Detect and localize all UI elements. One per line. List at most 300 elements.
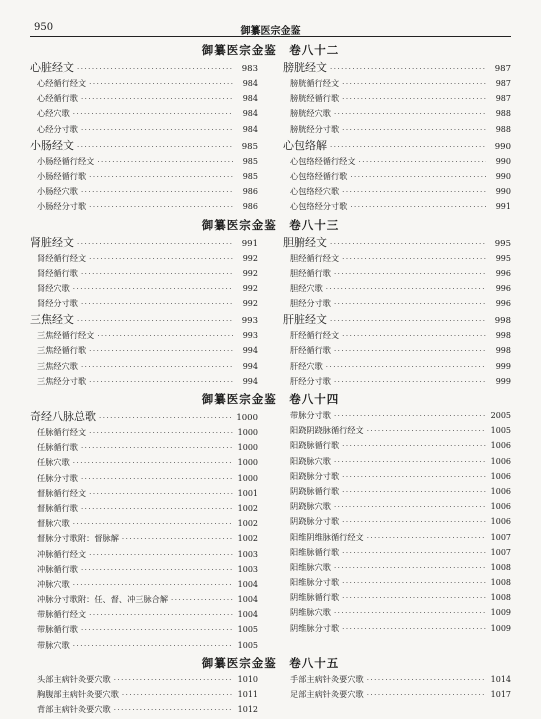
toc-entry-label: 阳跷脉循行歌	[290, 440, 340, 451]
toc-entry-page: 984	[242, 94, 258, 104]
toc-entry-page: 992	[242, 299, 258, 309]
toc-entry[interactable]	[30, 359, 258, 374]
toc-entry-label: 阳跷阴跷脉循行经文	[290, 425, 364, 436]
leader-dots	[122, 532, 233, 547]
toc-entry-label: 奇经八脉总歌	[30, 410, 96, 423]
toc-entry-label: 肝脏经文	[283, 313, 327, 327]
leader-dots	[334, 561, 486, 576]
toc-entry-label: 阴维脉分寸歌	[290, 622, 340, 633]
leader-dots	[89, 375, 233, 390]
leader-dots	[114, 703, 233, 718]
toc-entry-page: 1000	[237, 428, 258, 437]
toc-entry[interactable]	[283, 266, 511, 281]
toc-entry[interactable]	[30, 562, 258, 577]
toc-entry[interactable]	[30, 531, 258, 546]
toc-entry-page: 1006	[490, 502, 511, 512]
toc-entry-label: 肝经循行经文	[290, 330, 340, 341]
toc-entry-page: 1012	[237, 705, 258, 715]
section-title: 御纂医宗金鉴 卷八十二	[201, 43, 340, 57]
toc-entry-label: 膀胱经分寸歌	[290, 123, 340, 134]
toc-entry-label: 阳跷脉分寸歌	[290, 470, 340, 481]
toc-entry[interactable]	[30, 374, 258, 389]
leader-dots	[77, 139, 233, 156]
toc-entry[interactable]	[30, 516, 258, 531]
toc-entry-page: 1007	[490, 532, 511, 542]
toc-entry-page: 990	[495, 187, 511, 197]
toc-entry-label: 督脉穴歌	[37, 518, 70, 529]
toc-entry-label: 肾经穴歌	[37, 282, 70, 293]
toc-entry-page: 987	[494, 64, 511, 74]
toc-entry-label: 膀胱经循行歌	[290, 93, 340, 104]
page-number: 950	[34, 22, 54, 33]
toc-entry[interactable]	[283, 545, 511, 560]
leader-dots	[99, 410, 233, 427]
leader-dots	[81, 123, 233, 138]
toc-entry[interactable]	[30, 199, 258, 214]
leader-dots	[77, 313, 233, 330]
toc-entry[interactable]	[30, 343, 258, 358]
toc-entry-label: 冲脉穴歌	[37, 578, 70, 589]
leader-dots	[73, 517, 233, 532]
toc-entry-page: 1005	[237, 640, 258, 650]
toc-entry-page: 994	[242, 346, 258, 356]
leader-dots	[89, 170, 233, 185]
toc-entry-page: 991	[241, 238, 258, 249]
toc-entry-label: 心经穴歌	[37, 108, 70, 119]
toc-entry[interactable]	[30, 106, 258, 121]
section-title: 御纂医宗金鉴 卷八十三	[201, 217, 340, 232]
leader-dots	[342, 185, 486, 200]
leader-dots	[330, 236, 486, 253]
toc-entry-label: 心包络经循行歌	[290, 170, 348, 181]
toc-entry[interactable]	[283, 296, 511, 311]
toc-entry[interactable]	[30, 425, 258, 440]
leader-dots	[342, 77, 486, 92]
toc-entry-page: 999	[495, 376, 511, 386]
toc-entry[interactable]	[30, 672, 258, 687]
toc-entry-label: 阴维脉循行歌	[290, 592, 340, 603]
toc-entry-label: 肾脏经文	[30, 235, 74, 249]
toc-entry[interactable]	[283, 281, 511, 296]
toc-entry-page: 990	[495, 156, 511, 166]
toc-entry[interactable]	[30, 234, 258, 251]
leader-dots	[89, 200, 233, 215]
leader-dots	[81, 360, 233, 375]
leader-dots	[334, 455, 486, 470]
toc-entry[interactable]	[30, 408, 258, 425]
toc-entry-label: 胆经分寸歌	[290, 298, 331, 309]
toc-entry-label: 头部主病针灸要穴歌	[37, 673, 111, 684]
toc-entry-page: 996	[495, 268, 511, 278]
toc-entry-page: 1005	[490, 426, 511, 436]
toc-entry-label: 任脉循行歌	[37, 442, 78, 453]
leader-dots	[326, 360, 486, 375]
leader-dots	[334, 606, 486, 621]
toc-entry-page: 1000	[237, 458, 258, 468]
leader-dots	[81, 563, 233, 578]
toc-entry[interactable]	[283, 169, 511, 184]
leader-dots	[81, 502, 233, 517]
leader-dots	[89, 344, 233, 359]
toc-entry[interactable]	[283, 137, 511, 154]
toc-entry-label: 阳维脉分寸歌	[290, 577, 340, 588]
leader-dots	[326, 282, 486, 297]
toc-entry-page: 2005	[490, 411, 511, 420]
toc-entry-page: 988	[495, 124, 511, 134]
toc-column-right	[283, 59, 511, 215]
toc-entry[interactable]	[283, 469, 511, 484]
leader-dots	[171, 593, 233, 608]
section-title: 御纂医宗金鉴 卷八十四	[201, 392, 340, 406]
leader-dots	[81, 267, 233, 282]
toc-entry-page: 994	[242, 361, 258, 371]
toc-entry-label: 阳维脉循行歌	[290, 546, 340, 557]
toc-entry-page: 1003	[237, 549, 258, 559]
leader-dots	[330, 61, 486, 78]
leader-dots	[334, 375, 486, 390]
leader-dots	[342, 515, 486, 530]
toc-entry-label: 心包络经穴歌	[290, 186, 340, 197]
leader-dots	[342, 546, 486, 561]
toc-entry-page: 1006	[490, 486, 511, 496]
toc-entry[interactable]	[283, 184, 511, 199]
leader-dots	[350, 200, 486, 215]
toc-entry[interactable]	[30, 122, 258, 137]
toc-entry-label: 肾经循行歌	[37, 267, 78, 278]
toc-entry-page: 993	[242, 331, 258, 341]
toc-entry[interactable]	[30, 266, 258, 281]
toc-entry-label: 胆腑经文	[283, 235, 327, 249]
toc-entry[interactable]	[30, 169, 258, 184]
toc-entry-page: 993	[241, 316, 258, 327]
leader-dots	[81, 92, 233, 107]
toc-entry-page: 1000	[237, 443, 258, 453]
toc-entry[interactable]	[283, 408, 511, 423]
leader-dots	[350, 170, 486, 185]
toc-entry-page: 986	[242, 187, 258, 197]
leader-dots	[334, 500, 486, 515]
toc-entry-page: 1000	[236, 413, 258, 423]
leader-dots	[89, 426, 233, 441]
toc-entry[interactable]	[283, 605, 511, 620]
toc-entry[interactable]	[283, 590, 511, 605]
toc-entry-label: 肾经循行经文	[37, 252, 87, 263]
toc-entry-label: 阳维脉穴歌	[290, 561, 331, 572]
toc-entry-label: 心经循行歌	[37, 93, 78, 104]
leader-dots	[89, 487, 233, 502]
leader-dots	[114, 673, 233, 688]
toc-entry-label: 小肠经循行歌	[37, 170, 87, 181]
toc-entry-label: 冲脉循行经文	[37, 548, 87, 559]
leader-dots	[73, 578, 233, 593]
leader-dots	[342, 92, 486, 107]
toc-entry[interactable]	[30, 137, 258, 154]
toc-entry[interactable]	[283, 423, 511, 438]
leader-dots	[367, 688, 486, 703]
toc-entry-label: 心包络经循行经文	[290, 155, 356, 166]
toc-entry-page: 995	[494, 238, 511, 249]
toc-entry-page: 1011	[237, 690, 258, 699]
toc-column-right	[283, 672, 511, 718]
leader-dots	[73, 107, 233, 122]
toc-entry[interactable]	[30, 638, 258, 653]
toc-entry-page: 1008	[490, 578, 511, 588]
toc-entry-page: 992	[242, 268, 258, 278]
toc-column-right	[283, 234, 511, 390]
toc-entry-page: 994	[242, 376, 258, 386]
toc-section	[30, 655, 511, 718]
toc-entry[interactable]	[283, 514, 511, 529]
toc-entry-label: 胆经循行经文	[290, 252, 340, 263]
toc-entry[interactable]	[283, 76, 511, 91]
leader-dots	[73, 456, 233, 471]
toc-entry-page: 999	[495, 361, 511, 371]
toc-entry-page: 986	[242, 202, 258, 212]
toc-entry-page: 991	[495, 202, 511, 212]
toc-entry[interactable]	[30, 547, 258, 562]
toc-entry-page: 988	[495, 109, 511, 119]
leader-dots	[97, 329, 233, 344]
section-title: 御纂医宗金鉴 卷八十五	[201, 655, 340, 670]
toc-entry-label: 督脉分寸歌附：督脉解	[37, 533, 119, 544]
toc-entry[interactable]	[30, 702, 258, 717]
toc-entry-label: 阳跷脉穴歌	[290, 455, 331, 466]
toc-entry[interactable]	[283, 251, 511, 266]
leader-dots	[77, 236, 233, 253]
toc-entry-label: 足部主病针灸要穴歌	[290, 689, 364, 699]
toc-entry[interactable]	[283, 530, 511, 545]
toc-entry[interactable]	[30, 328, 258, 343]
leader-dots	[89, 548, 233, 563]
toc-entry-label: 小肠经文	[30, 138, 74, 152]
leader-dots	[342, 576, 486, 591]
leader-dots	[81, 441, 233, 456]
toc-entry[interactable]	[283, 484, 511, 499]
toc-entry[interactable]	[283, 106, 511, 121]
toc-column-left	[30, 672, 258, 718]
leader-dots	[342, 252, 486, 267]
leader-dots	[334, 409, 486, 424]
toc-entry-page: 985	[242, 171, 258, 181]
toc-entry-label: 带脉循行歌	[37, 624, 78, 635]
toc-entry[interactable]	[283, 59, 511, 76]
toc-entry-label: 带脉循行经文	[37, 609, 87, 620]
toc-entry[interactable]	[283, 672, 511, 687]
toc-entry[interactable]	[283, 343, 511, 358]
toc-entry-label: 心经循行经文	[37, 78, 87, 88]
toc-entry-label: 背部主病针灸要穴歌	[37, 704, 111, 715]
toc-entry-page: 1009	[490, 608, 511, 618]
toc-entry-page: 1010	[237, 674, 258, 684]
toc-entry-page: 990	[495, 171, 511, 181]
toc-entry[interactable]	[30, 592, 258, 607]
toc-entry[interactable]	[30, 251, 258, 266]
toc-entry-page: 992	[242, 283, 258, 293]
toc-entry[interactable]	[283, 454, 511, 469]
leader-dots	[342, 439, 486, 454]
leader-dots	[334, 107, 486, 122]
toc-entry[interactable]	[283, 311, 511, 328]
toc-entry[interactable]	[283, 499, 511, 514]
leader-dots	[359, 155, 486, 170]
toc-entry[interactable]	[283, 199, 511, 214]
toc-entry[interactable]	[283, 621, 511, 636]
toc-entry-page: 992	[242, 253, 258, 263]
toc-column-left	[30, 234, 258, 390]
toc-entry-page: 998	[495, 331, 511, 341]
toc-entry-label: 阴跷脉循行歌	[290, 485, 340, 496]
toc-entry-label: 三焦经循行经文	[37, 330, 95, 341]
toc-entry-label: 肝经穴歌	[290, 360, 323, 371]
toc-entry[interactable]	[30, 471, 258, 486]
toc-entry[interactable]	[283, 438, 511, 453]
toc-entry-label: 心脏经文	[30, 61, 74, 74]
leader-dots	[334, 344, 486, 359]
toc-entry[interactable]	[30, 311, 258, 328]
toc-entry-page: 1002	[237, 534, 258, 544]
toc-entry-label: 阴跷脉穴歌	[290, 501, 331, 512]
toc-section	[30, 217, 511, 390]
toc-entry-label: 膀胱循行经文	[290, 78, 340, 88]
leader-dots	[367, 531, 486, 546]
toc-entry-page: 1004	[237, 595, 258, 605]
toc-entry-label: 带脉分寸歌	[290, 410, 331, 420]
toc-entry-page: 985	[241, 141, 258, 152]
leader-dots	[122, 688, 233, 703]
toc-entry-page: 995	[495, 253, 511, 263]
toc-column-right	[283, 408, 511, 653]
toc-entry[interactable]	[283, 359, 511, 374]
leader-dots	[342, 485, 486, 500]
toc-entry[interactable]	[283, 328, 511, 343]
toc-section	[30, 42, 511, 215]
leader-dots	[81, 472, 233, 487]
toc-entry-label: 胆经穴歌	[290, 282, 323, 293]
toc-entry-label: 阴维脉穴歌	[290, 607, 331, 618]
toc-entry[interactable]	[30, 486, 258, 501]
toc-entry-page: 1007	[490, 547, 511, 557]
toc-entry-label: 胸腹部主病针灸要穴歌	[37, 689, 119, 699]
toc-entry-label: 任脉循行经文	[37, 427, 87, 437]
toc-entry[interactable]	[283, 91, 511, 106]
toc-entry[interactable]	[30, 296, 258, 311]
toc-entry-label: 膀胱经穴歌	[290, 108, 331, 119]
toc-entry[interactable]	[30, 281, 258, 296]
toc-entry[interactable]	[30, 59, 258, 76]
leader-dots	[334, 267, 486, 282]
leader-dots	[367, 673, 486, 688]
toc-entry-page: 1006	[490, 517, 511, 527]
toc-entry-label: 小肠经穴歌	[37, 186, 78, 197]
leader-dots	[342, 329, 486, 344]
leader-dots	[334, 297, 486, 312]
leader-dots	[77, 61, 233, 78]
toc-entry-label: 三焦经文	[30, 313, 74, 327]
toc-entry-page: 987	[495, 79, 511, 88]
leader-dots	[342, 591, 486, 606]
toc-entry-page: 990	[494, 141, 511, 152]
toc-entry-label: 阳维阴维脉循行经文	[290, 531, 364, 542]
leader-dots	[97, 155, 233, 170]
toc-entry-label: 任脉穴歌	[37, 457, 70, 468]
running-title: 御纂医宗金鉴	[240, 26, 301, 37]
toc-entry-label: 督脉循行歌	[37, 502, 78, 513]
toc-entry-label: 心经分寸歌	[37, 123, 78, 134]
toc-entry-label: 任脉分寸歌	[37, 472, 78, 483]
toc-entry[interactable]	[30, 501, 258, 516]
leader-dots	[89, 77, 233, 92]
leader-dots	[81, 185, 233, 200]
leader-dots	[330, 313, 486, 330]
toc-entry-label: 小肠经分寸歌	[37, 201, 87, 212]
leader-dots	[73, 639, 233, 654]
toc-entry[interactable]	[30, 622, 258, 637]
toc-entry-label: 冲脉循行歌	[37, 563, 78, 574]
toc-entry[interactable]	[283, 560, 511, 575]
toc-entry-label: 肝经分寸歌	[290, 375, 331, 386]
toc-entry-page: 1008	[490, 562, 511, 572]
toc-entry-label: 阴跷脉分寸歌	[290, 516, 340, 527]
page-header	[30, 22, 511, 37]
toc-entry-page: 1006	[490, 441, 511, 451]
leader-dots	[81, 297, 233, 312]
toc-entry[interactable]	[283, 122, 511, 137]
leader-dots	[89, 608, 233, 623]
toc-entry-page: 984	[242, 79, 258, 88]
toc-entry-page: 985	[242, 156, 258, 166]
toc-entry[interactable]	[283, 234, 511, 251]
toc-entry-label: 心包络解	[283, 138, 327, 152]
toc-entry-label: 手部主病针灸要穴歌	[290, 673, 364, 684]
toc-entry-label: 肝经循行歌	[290, 345, 331, 356]
toc-entry-page: 1003	[237, 564, 258, 574]
toc-entry-label: 胆经循行歌	[290, 267, 331, 278]
toc-entry-page: 1001	[237, 488, 258, 498]
toc-entry-page: 1005	[237, 625, 258, 635]
toc-entry[interactable]	[283, 575, 511, 590]
toc-entry-label: 带脉穴歌	[37, 639, 70, 650]
toc-entry-page: 1002	[237, 519, 258, 529]
toc-entry[interactable]	[30, 91, 258, 106]
toc-entry-page: 1004	[237, 610, 258, 620]
toc-entry-label: 三焦经分寸歌	[37, 375, 87, 386]
toc-entry[interactable]	[30, 184, 258, 199]
toc-entry[interactable]	[30, 154, 258, 169]
toc-entry-page: 996	[495, 283, 511, 293]
toc-entry-label: 小肠经循行经文	[37, 155, 95, 166]
toc-entry-page: 998	[494, 316, 511, 327]
toc-entry[interactable]	[30, 440, 258, 455]
toc-entry[interactable]	[30, 577, 258, 592]
toc-entry-page: 1009	[490, 623, 511, 633]
toc-entry-page: 984	[242, 109, 258, 119]
toc-entry-page: 1006	[490, 456, 511, 466]
toc-entry[interactable]	[283, 154, 511, 169]
toc-entry-page: 1006	[490, 471, 511, 481]
toc-entry-page: 998	[495, 346, 511, 356]
toc-entry-page: 1004	[237, 579, 258, 589]
toc-entry[interactable]	[30, 607, 258, 622]
toc-entry-label: 三焦经穴歌	[37, 360, 78, 371]
toc-entry[interactable]	[283, 374, 511, 389]
toc-entry-page: 983	[241, 64, 258, 74]
toc-entry-page: 1002	[237, 503, 258, 513]
toc-entry-label: 三焦经循行歌	[37, 345, 87, 356]
toc-column-left	[30, 59, 258, 215]
toc-entry[interactable]	[30, 76, 258, 91]
toc-entry[interactable]	[30, 455, 258, 470]
toc-entry-page: 1014	[490, 674, 511, 684]
